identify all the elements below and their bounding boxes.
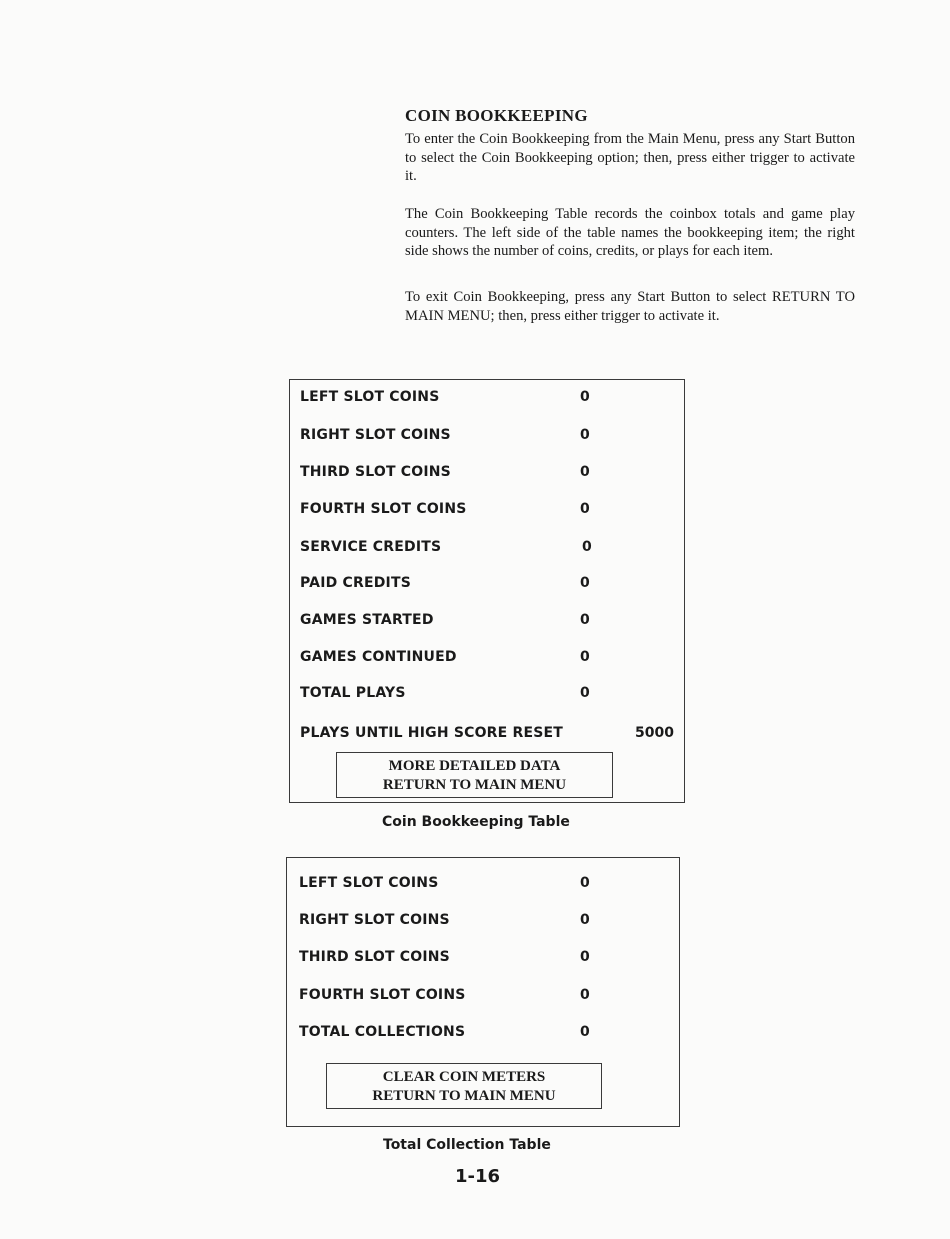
row-value-total-collections: 0 bbox=[580, 1024, 590, 1040]
row-label-right-slot-coins: RIGHT SLOT COINS bbox=[299, 912, 450, 928]
more-detailed-data-option[interactable]: MORE DETAILED DATA bbox=[388, 758, 561, 774]
row-value-third-slot-coins: 0 bbox=[580, 949, 590, 965]
row-value-total-plays: 0 bbox=[580, 685, 590, 701]
row-value-fourth-slot-coins: 0 bbox=[580, 987, 590, 1003]
row-value-third-slot-coins: 0 bbox=[580, 464, 590, 480]
row-value-right-slot-coins: 0 bbox=[580, 427, 590, 443]
row-value-service-credits: 0 bbox=[582, 539, 592, 555]
row-label-left-slot-coins: LEFT SLOT COINS bbox=[299, 875, 439, 891]
row-value-fourth-slot-coins: 0 bbox=[580, 501, 590, 517]
row-value-right-slot-coins: 0 bbox=[580, 912, 590, 928]
row-label-left-slot-coins: LEFT SLOT COINS bbox=[300, 389, 440, 405]
row-value-games-continued: 0 bbox=[580, 649, 590, 665]
return-to-main-menu-option[interactable]: RETURN TO MAIN MENU bbox=[382, 777, 567, 793]
row-label-total-collections: TOTAL COLLECTIONS bbox=[299, 1024, 466, 1040]
clear-coin-meters-option[interactable]: CLEAR COIN METERS bbox=[382, 1069, 546, 1085]
row-label-third-slot-coins: THIRD SLOT COINS bbox=[299, 949, 450, 965]
coin-bookkeeping-table bbox=[289, 379, 685, 803]
row-value-games-started: 0 bbox=[580, 612, 590, 628]
row-label-plays-until-high-score-reset: PLAYS UNTIL HIGH SCORE RESET bbox=[300, 725, 564, 741]
row-value-left-slot-coins: 0 bbox=[580, 875, 590, 891]
return-to-main-menu-option[interactable]: RETURN TO MAIN MENU bbox=[372, 1088, 556, 1104]
row-label-paid-credits: PAID CREDITS bbox=[300, 575, 411, 591]
bookkeeping-menu bbox=[336, 752, 613, 798]
row-value-paid-credits: 0 bbox=[580, 575, 590, 591]
row-value-plays-until-high-score-reset: 5000 bbox=[635, 725, 674, 741]
collection-table-caption: Total Collection Table bbox=[383, 1137, 551, 1153]
paragraph-enter: To enter the Coin Bookkeeping from the Main Menu, press any Start Button to select the Coin Bookkeeping option; then, press either trigger to activate it. bbox=[405, 131, 855, 185]
bookkeeping-table-caption: Coin Bookkeeping Table bbox=[382, 814, 570, 830]
total-collection-table bbox=[286, 857, 680, 1127]
row-label-fourth-slot-coins: FOURTH SLOT COINS bbox=[299, 987, 466, 1003]
section-title: COIN BOOKKEEPING bbox=[405, 106, 588, 125]
paragraph-exit: To exit Coin Bookkeeping, press any Start Button to select RETURN TO MAIN MENU; then, press either trigger to activate it. bbox=[405, 289, 855, 324]
row-label-right-slot-coins: RIGHT SLOT COINS bbox=[300, 427, 451, 443]
collection-menu bbox=[326, 1063, 602, 1109]
page-number: 1-16 bbox=[455, 1166, 501, 1187]
paragraph-table-description: The Coin Bookkeeping Table records the coinbox totals and game play counters. The left side of the table names the bookkeeping item; the right side shows the number of coins, credits, or plays for each item. bbox=[405, 206, 855, 260]
row-label-games-started: GAMES STARTED bbox=[300, 612, 434, 628]
row-value-left-slot-coins: 0 bbox=[580, 389, 590, 405]
row-label-games-continued: GAMES CONTINUED bbox=[300, 649, 457, 665]
row-label-service-credits: SERVICE CREDITS bbox=[300, 539, 442, 555]
row-label-third-slot-coins: THIRD SLOT COINS bbox=[300, 464, 451, 480]
row-label-total-plays: TOTAL PLAYS bbox=[300, 685, 406, 701]
row-label-fourth-slot-coins: FOURTH SLOT COINS bbox=[300, 501, 467, 517]
